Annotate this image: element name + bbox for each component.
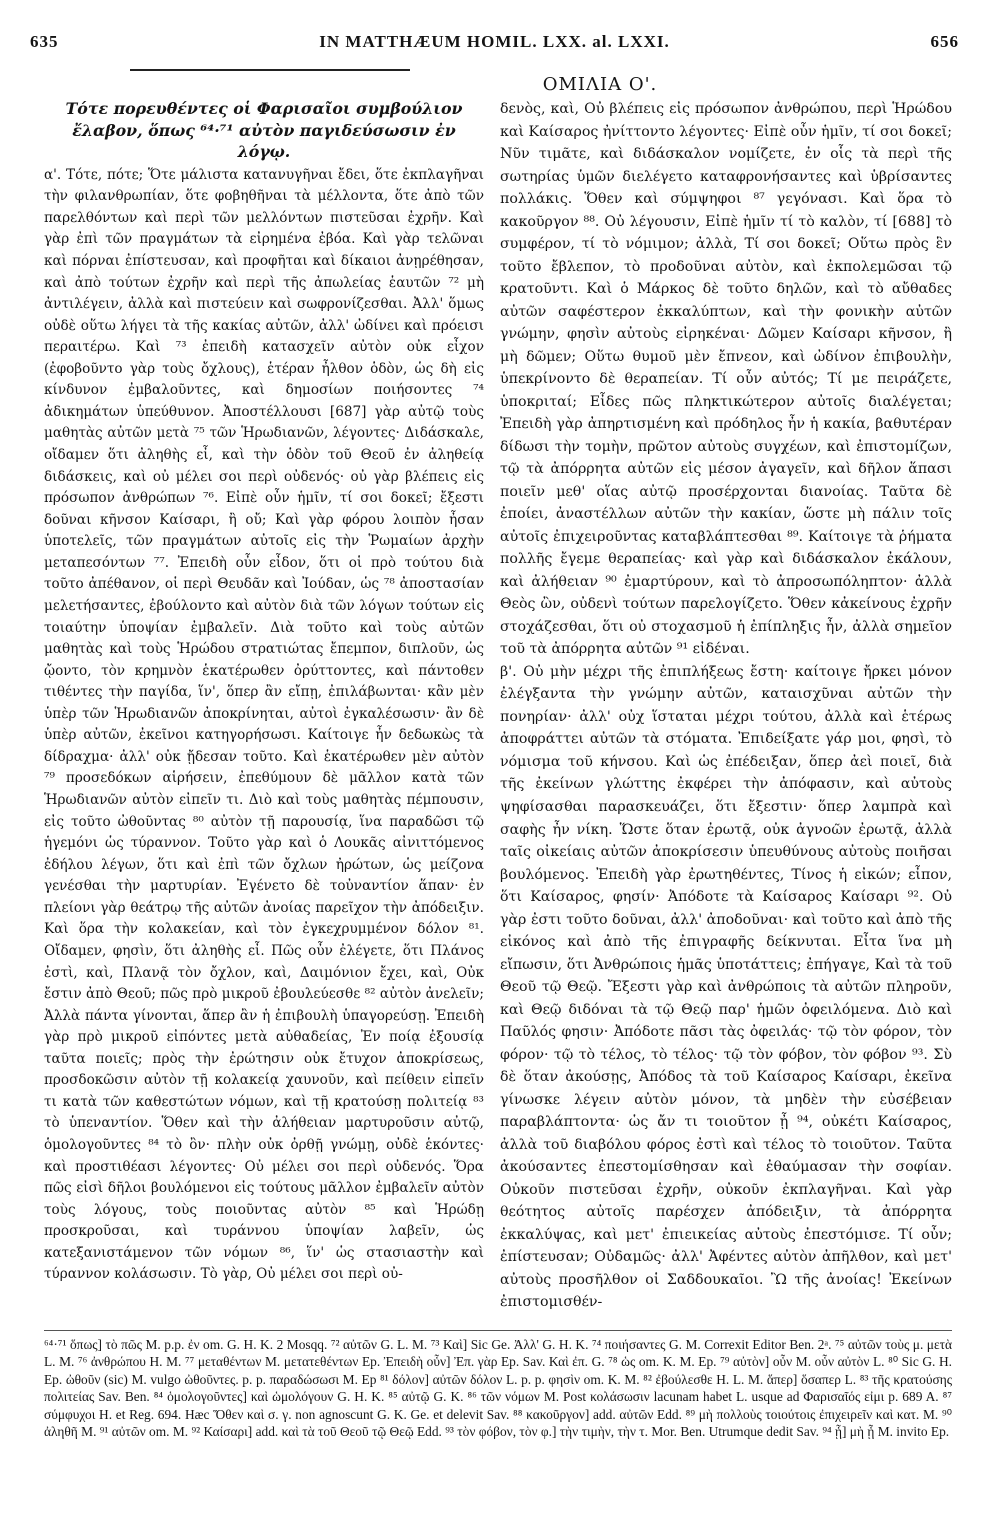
footnotes [44, 1336, 952, 1440]
scripture-lemma: Τότε πορευθέντες οἱ Φαρισαῖοι συμβούλιον ἔλαβον, ὅπως ⁶⁴·⁷¹ αὐτὸν παγιδεύσωσιν ἐν λόγῳ. [65, 99, 463, 162]
page-number-right: 656 [930, 32, 959, 51]
right-column [500, 98, 952, 1314]
page-number-left: 635 [30, 32, 59, 51]
running-header [30, 32, 959, 54]
right-column-text-2: β'. Οὐ μὴν μέχρι τῆς ἐπιπλήξεως ἔστη· καίτοιγε ἤρκει μόνον ἐλέγξαντα τὴν γνώμην αὐτῶν, καταισχῦναι αὐτῶν τὴν πονηρίαν· ἀλλ' οὐχ ἵσταται μέχρι τούτου, ἀλλὰ καὶ ἑτέρως ἀποφράττει αὐτῶν τὰ στόματα. Ἐπιδείξατε γάρ μοι, φησὶ, τὸ νόμισμα τοῦ κήνσου. Καὶ ὡς ἐπέδειξαν, ὅπερ ἀεὶ ποιεῖ, διὰ τῆς ἐκείνων γλώττης ἐκφέρει τὴν ἀπόφασιν, καὶ αὐτοὺς ψηφίσασθαι παρασκευάζει, ὅτι ἔξεστιν· ὅπερ λαμπρὰ καὶ σαφὴς ἦν νίκη. Ὥστε ὅταν ἐρωτᾷ, οὐκ ἀγνοῶν ἐρωτᾷ, ἀλλὰ ταῖς οἰκείαις αὐτῶν ἀποκρίσεσιν ὑπευθύνους αὐτοὺς ποιῆσαι βουλόμενος. Ἐπειδὴ γὰρ ἐρωτηθέντες, Τίνος ἡ εἰκών; εἶπον, ὅτι Καίσαρος, φησίν· Ἀπόδοτε τὰ Καίσαρος Καίσαρι ⁹². Οὐ γὰρ ἐστι τοῦτο δοῦναι, ἀλλ' ἀποδοῦναι· καὶ τοῦτο καὶ ἀπὸ τῆς εἰκόνος καὶ ἀπὸ τῆς ἐπιγραφῆς δείκνυται. Εἶτα ἵνα μὴ εἴπωσιν, ὅτι Ἀνθρώποις ἡμᾶς ὑποτάττεις; ἐπήγαγε, Καὶ τὰ τοῦ Θεοῦ τῷ Θεῷ. Ἔξεστι γὰρ καὶ ἀνθρώποις τὰ αὐτῶν πληροῦν, καὶ Θεῷ διδόναι τὰ τῷ Θεῷ παρ' ἡμῶν ὀφειλόμενα. Διὸ καὶ Παῦλός φησιν· Ἀπόδοτε πᾶσι τὰς ὀφειλάς· τῷ τὸν φόρον, τὸν φόρον· τῷ τὸ τέλος, τὸ τέλος· τῷ τὸν φόβον, τὸν φόβον ⁹³. Σὺ δὲ ὅταν ἀκούσῃς, Ἀπόδος τὰ τοῦ Καίσαρος Καίσαρι, ἐκεῖνα γίνωσκε λέγειν αὐτὸν μόνον, τὰ μηδὲν τὴν εὐσέβειαν παραβλάπτοντα· ὡς ἄν τι τοιοῦτον ᾖ ⁹⁴, οὐκέτι Καίσαρος, ἀλλὰ τοῦ διαβόλου φόρος ἐστὶ καὶ τέλος τὸ τοιοῦτον. Ταῦτα ἀκούσαντες ἐπεστομίσθησαν καὶ ἐθαύμασαν τὴν σοφίαν. Οὐκοῦν πιστεῦσαι ἐχρῆν, οὐκοῦν ἐκπλαγῆναι. Καὶ γὰρ θεότητος αὐτοῖς παρέσχεν ἀπόδειξιν, τὰ ἀπόρρητα ἐκκαλύψας, καὶ μετ' ἐπιεικείας αὐτοὺς ἐπεστόμισε. Τί οὖν; ἐπίστευσαν; Οὐδαμῶς· ἀλλ' Ἀφέντες αὐτὸν ἀπῆλθον, καὶ μετ' αὐτοὺς προσῆλθον οἱ Σαδδουκαῖοι. Ὢ τῆς ἀνοίας! Ἐκείνων ἐπιστομισθέν- [500, 663, 952, 1311]
footnote-rule [44, 1330, 952, 1331]
left-column-text: α'. Τότε, πότε; Ὅτε μάλιστα κατανυγῆναι ἔδει, ὅτε ἐκπλαγῆναι τὴν φιλανθρωπίαν, ὅτε φοβηθῆναι τὰ μέλλοντα, ὅτε ἀπὸ τῶν παρελθόντων καὶ περὶ τῶν μελλόντων πιστεῦσαι ἐχρῆν. Καὶ γὰρ ἐπὶ τῶν πραγμάτων τὰ εἰρημένα ἐβόα. Καὶ γὰρ τελῶναι καὶ πόρναι ἐπίστευσαν, καὶ προφῆται καὶ δίκαιοι ἀνῃρέθησαν, καὶ ἀπὸ τούτων ἐχρῆν καὶ περὶ τῆς ἀπωλείας ἑαυτῶν ⁷² μὴ ἀντιλέγειν, ἀλλὰ καὶ πιστεύειν καὶ σωφρονίζεσθαι. Ἀλλ' ὅμως οὐδὲ οὕτω λήγει τὰ τῆς κακίας αὐτῶν, ἀλλ' ὠδίνει καὶ πρόεισι περαιτέρω. Καὶ ⁷³ ἐπειδὴ κατασχεῖν αὐτὸν οὐκ εἶχον (ἐφοβοῦντο γὰρ τοὺς ὄχλους), ἑτέραν ἦλθον ὁδὸν, ὡς δὴ εἰς κίνδυνον ἐμβαλοῦντες, καὶ δημοσίων ποιήσοντες ⁷⁴ ἀδικημάτων ὑπεύθυνον. Ἀποστέλλουσι [687] γὰρ αὐτῷ τοὺς μαθητὰς αὐτῶν μετὰ ⁷⁵ τῶν Ἡρωδιανῶν, λέγοντες· Διδάσκαλε, οἴδαμεν ὅτι ἀληθὴς εἶ, καὶ τὴν ὁδὸν τοῦ Θεοῦ ἐν ἀληθείᾳ διδάσκεις, καὶ οὐ μέλει σοι περὶ οὐδενός· οὐ γὰρ βλέπεις εἰς πρόσωπον ἀνθρώπων ⁷⁶. Εἰπὲ οὖν ἡμῖν, τί σοι δοκεῖ; ἔξεστι δοῦναι κῆνσον Καίσαρι, ἢ οὔ; Καὶ γὰρ φόρου λοιπὸν ἦσαν ὑποτελεῖς, τῶν πραγμάτων αὐτοῖς εἰς τὴν Ῥωμαίων ἀρχὴν μεταπεσόντων ⁷⁷. Ἐπειδὴ οὖν εἶδον, ὅτι οἱ πρὸ τούτου διὰ τοῦτο ἀπέθανον, οἱ περὶ Θευδᾶν καὶ Ἰούδαν, ὡς ⁷⁸ ἀποστασίαν μελετήσαντες, ἐβούλοντο καὶ αὐτὸν διὰ τῶν λόγων τούτων εἰς τοιαύτην ὑποψίαν ἐμβαλεῖν. Διὰ τοῦτο καὶ τοὺς αὐτῶν μαθητὰς καὶ τοὺς Ἡρώδου στρατιώτας ἔπεμπον, διπλοῦν, ὡς ᾤοντο, τὸν κρημνὸν ἑκατέρωθεν ὀρύττοντες, καὶ πάντοθεν τιθέντες τὴν παγίδα, ἵν', ὅπερ ἂν εἴπῃ, ἐπιλάβωνται· κἂν μὲν ὑπὲρ τῶν Ἡρωδιανῶν ἀποκρίνηται, αὐτοὶ ἐγκαλέσωσιν· ἂν δὲ ὑπὲρ αὐτῶν, ἐκεῖνοι κατηγορήσωσι. Καίτοιγε ἦν δεδωκὼς τὰ δίδραχμα· ἀλλ' οὐκ ᾔδεσαν τοῦτο. Καὶ ἑκατέρωθεν μὲν αὐτὸν ⁷⁹ προσεδόκων αἱρήσειν, ἐπεθύμουν δὲ μᾶλλον κατὰ τῶν Ἡρωδιανῶν αὐτὸν εἰπεῖν τι. Διὸ καὶ τοὺς μαθητὰς πέμπουσιν, εἰς τοῦτο ὠθοῦντας ⁸⁰ αὐτὸν τῇ παρουσίᾳ, ἵνα παραδῶσι τῷ ἡγεμόνι ὡς τύραννον. Τοῦτο γὰρ καὶ ὁ Λουκᾶς αἰνιττόμενος ἐδήλου λέγων, ὅτι καὶ ἐπὶ τῶν ὄχλων ἠρώτων, ὡς μείζονα γενέσθαι τὴν μαρτυρίαν. Ἐγένετο δὲ τοὐναντίον ἅπαν· ἐν πλείονι γὰρ θεάτρῳ τῆς αὐτῶν ἀνοίας παρεῖχον τὴν ἀπόδειξιν. Καὶ ὅρα τὴν κολακείαν, καὶ τὸν ἐγκεχρυμμένον δόλον ⁸¹. Οἴδαμεν, φησὶν, ὅτι ἀληθὴς εἶ. Πῶς οὖν ἐλέγετε, ὅτι Πλάνος ἐστὶ, καὶ, Πλανᾷ τὸν ὄχλον, καὶ, Δαιμόνιον ἔχει, καὶ, Οὐκ ἔστιν ἀπὸ Θεοῦ; πῶς πρὸ μικροῦ ἐβουλεύεσθε ⁸² αὐτὸν ἀνελεῖν; Ἀλλὰ πάντα γίνονται, ἅπερ ἂν ἡ ἐπιβουλὴ ὑπαγορεύσῃ. Ἐπειδὴ γὰρ πρὸ μικροῦ εἰπόντες μετὰ αὐθαδείας, Ἐν ποίᾳ ἐξουσίᾳ ταῦτα ποιεῖς; πρὸς τὴν ἐρώτησιν οὐκ ἔτυχον ἀποκρίσεως, προσδοκῶσιν αὐτὸν τῇ κολακείᾳ χαυνοῦν, καὶ πείθειν εἰπεῖν τι κατὰ τῶν καθεστώτων νόμων, καὶ τῇ κρατούσῃ πολιτείᾳ ⁸³ τὸ ὑπεναντίον. Ὅθεν καὶ τὴν ἀλήθειαν μαρτυροῦσιν αὐτῷ, ὁμολογοῦντες ⁸⁴ τὸ ὂν· πλὴν οὐκ ὀρθῇ γνώμῃ, οὐδὲ ἑκόντες· καὶ προστιθέασι λέγοντες· Οὐ μέλει σοι περὶ οὐδενός. Ὅρα πῶς εἰσὶ δῆλοι βουλόμενοι εἰς τούτους μᾶλλον ἐμβαλεῖν αὐτὸν τοὺς λόγους, τοὺς ποιοῦντας αὐτὸν ⁸⁵ καὶ Ἡρώδῃ προσκροῦσαι, καὶ τυράννου ὑποψίαν λαβεῖν, ὡς κατεξανιστάμενον τῶν νόμων ⁸⁶, ἵν' ὡς στασιαστὴν καὶ τύραννον κολάσωσιν. Τὸ γὰρ, Οὐ μέλει σοι περὶ οὐ- [44, 166, 484, 1283]
homily-title: ΟΜΙΛΙΑ Ο'. [542, 74, 658, 95]
right-column-text-1: δενὸς, καὶ, Οὐ βλέπεις εἰς πρόσωπον ἀνθρώπου, περὶ Ἡρώδου καὶ Καίσαρος ἠνίττοντο λέγοντες· Εἰπὲ οὖν ἡμῖν, τί σοι δοκεῖ; Νῦν τιμᾶτε, καὶ διδάσκαλον νομίζετε, ἐν οἷς τὰ περὶ τῆς σωτηρίας ὑμῶν διελέγετο καταφρονήσαντες καὶ ὑβρίσαντες πολλάκις. Ὅθεν καὶ σύμψηφοι ⁸⁷ γεγόνασι. Καὶ ὅρα τὸ κακοῦργον ⁸⁸. Οὐ λέγουσιν, Εἰπὲ ἡμῖν τί τὸ καλὸν, τί [688] τὸ συμφέρον, τί τὸ νόμιμον; ἀλλὰ, Τί σοι δοκεῖ; Οὕτω πρὸς ἓν τοῦτο ἔβλεπον, τὸ προδοῦναι αὐτὸν, καὶ ἐκπολεμῶσαι τῷ κρατοῦντι. Καὶ ὁ Μάρκος δὲ τοῦτο δηλῶν, καὶ τὸ αὔθαδες αὐτῶν σαφέστερον ἐκκαλύπτων, καὶ τὴν φονικὴν αὐτῶν γνώμην, φησὶν αὐτοὺς εἰρηκέναι· Δῶμεν Καίσαρι κῆνσον, ἢ μὴ δῶμεν; Οὕτω θυμοῦ μὲν ἔπνεον, καὶ ὠδίνον ἐπιβουλὴν, ὑπεκρίνοντο δὲ θεραπείαν. Τί οὖν αὐτός; Τί με πειράζετε, ὑποκριταί; Εἶδες πῶς πληκτικώτερον αὐτοῖς διαλέγεται; Ἐπειδὴ γὰρ ἀπηρτισμένη καὶ πρόδηλος ἦν ἡ κακία, βαθυτέραν δίδωσι τὴν τομὴν, πρῶτον αὐτοὺς συγχέων, καὶ ἐπιστομίζων, τῷ τὰ ἀπόρρητα αὐτῶν εἰς μέσον ἀγαγεῖν, καὶ δῆλον ἅπασι ποιεῖν μεθ' οἵας αὐτῷ προσέρχονται διανοίας. Ταῦτα δὲ ἐποίει, ἀναστέλλων αὐτῶν τὴν κακίαν, ὥστε μὴ πάλιν τοῖς αὐτοῖς ἐπιχειροῦντας καταβλάπτεσθαι ⁸⁹. Καίτοιγε τὰ ῥήματα πολλῆς ἔγεμε θεραπείας· καὶ γὰρ καὶ διδάσκαλον ἐκάλουν, καὶ ἀλήθειαν ⁹⁰ ἐμαρτύρουν, καὶ τὸ ἀπροσωπόληπτον· ἀλλὰ Θεὸς ὢν, οὐδενὶ τούτων παρελογίζετο. Ὅθεν κἀκείνους ἐχρῆν στοχάζεσθαι, ὅτι οὐ στοχασμοῦ ἡ ἐπίπληξις ἦν, ἀλλὰ σημεῖον τοῦ τὰ ἀπόρρητα αὐτῶν ⁹¹ εἰδέναι. [500, 101, 952, 658]
left-column [44, 98, 484, 1286]
running-title: IN MATTHÆUM HOMIL. LXX. al. LXXI. [319, 32, 670, 51]
footnote-text: ⁶⁴·⁷¹ ὅπως] τὸ πῶς M. p.p. ἐν om. G. H. K. 2 Mosqq. ⁷² αὐτῶν G. L. M. ⁷³ Καὶ] Sic Ge. Ἀλλ' G. H. K. ⁷⁴ ποιήσαντες G. M. Correxit Editor Ben. 2ᵃ. ⁷⁵ αὐτῶν τοὺς μ. μετὰ L. M. ⁷⁶ ἀνθρώπου H. M. ⁷⁷ μεταθέντων M. μετατεθέντων Ep. Ἐπειδὴ οὖν] Ἐπ. γὰρ Ep. Sav. Καὶ ἐπ. G. ⁷⁸ ὡς om. K. M. Ep. ⁷⁹ αὐτὸν] οὖν M. οὖν αὐτὸν L. ⁸⁰ Sic G. H. Ep. ὠθοῦν (sic) M. vulgo ὠθοῦντες. p. p. παραδώσωσι M. Ep ⁸¹ δόλον] αὐτῶν δόλον L. p. p. φησὶν om. K. M. ⁸² ἐβούλεσθε H. L. M. ἅπερ] ὅσαπερ L. ⁸³ τῆς κρατούσης πολιτείας Sav. Ben. ⁸⁴ ὁμολογοῦντες] καὶ ὡμολόγουν G. H. K. ⁸⁵ αὐτῷ G. K. ⁸⁶ τῶν νόμων M. Post κολάσωσιν lacunam habet L. usque ad Φαρισαῖός εἰμι p. 689 A. ⁸⁷ σύμφυχοι H. et Reg. 694. Hæc Ὅθεν καὶ σ. γ. non agnoscunt G. K. Ge. et delevit Sav. ⁸⁸ κακοῦργον] add. αὐτῶν Edd. ⁸⁹ μὴ πολλοὺς τοιούτοις ἐπιχειρεῖν καὶ κατ. M. ⁹⁰ ἀληθῆ M. ⁹¹ αὐτῶν om. M. ⁹² Καίσαρι] add. καὶ τὰ τοῦ Θεοῦ τῷ Θεῷ Edd. ⁹³ τὸν φόβον, τὸν φ.] τὴν τιμὴν, τὴν τ. Mor. Ben. Utrumque dedit Sav. ⁹⁴ ᾖ] μὴ ᾖ M. invito Ep. [44, 1337, 952, 1440]
header-rule [130, 69, 410, 71]
